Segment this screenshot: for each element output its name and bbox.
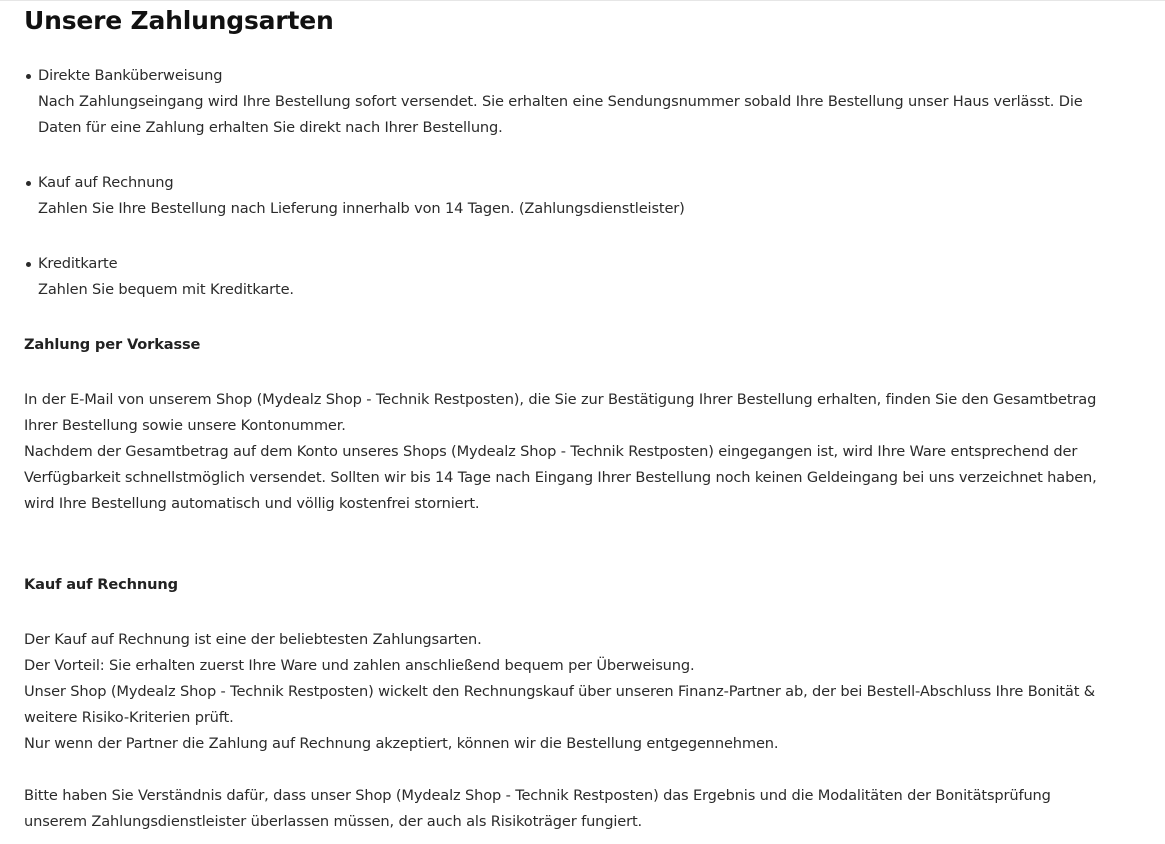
payment-method-name: Kreditkarte: [38, 255, 118, 272]
paragraph-line: Ihrer Bestellung sowie unsere Kontonummer.: [24, 417, 346, 434]
list-item-kreditkarte: [24, 251, 294, 303]
payment-method-description: Daten für eine Zahlung erhalten Sie direkt nach Ihrer Bestellung.: [38, 119, 503, 136]
rechnung-paragraph: [24, 627, 1095, 757]
section-heading-rechnung: Kauf auf Rechnung: [24, 576, 178, 593]
paragraph-line: Der Vorteil: Sie erhalten zuerst Ihre Ware und zahlen anschließend bequem per Überweisung.: [24, 657, 695, 674]
paragraph-line: wird Ihre Bestellung automatisch und völlig kostenfrei storniert.: [24, 495, 480, 512]
payment-method-description: Nach Zahlungseingang wird Ihre Bestellung sofort versendet. Sie erhalten eine Sendungsnummer sobald Ihre Bestellung unser Haus verlässt. Die: [38, 93, 1083, 110]
vorkasse-paragraph: [24, 387, 1097, 517]
paragraph-line: unserem Zahlungsdienstleister überlassen müssen, der auch als Risikoträger fungiert.: [24, 813, 643, 830]
paragraph-line: Nur wenn der Partner die Zahlung auf Rechnung akzeptiert, können wir die Bestellung entgegennehmen.: [24, 735, 779, 752]
payment-method-description: Zahlen Sie Ihre Bestellung nach Lieferung innerhalb von 14 Tagen. (Zahlungsdienstleister): [38, 200, 685, 217]
payment-method-name: Direkte Banküberweisung: [38, 67, 223, 84]
paragraph-line: Der Kauf auf Rechnung ist eine der beliebtesten Zahlungsarten.: [24, 631, 482, 648]
section-heading-vorkasse: Zahlung per Vorkasse: [24, 336, 201, 353]
list-item-kauf-auf-rechnung: [24, 170, 685, 222]
payment-method-name: Kauf auf Rechnung: [38, 174, 174, 191]
paragraph-line: weitere Risiko-Kriterien prüft.: [24, 709, 234, 726]
rechnung-note-paragraph: [24, 783, 1051, 835]
paragraph-line: Verfügbarkeit schnellstmöglich versendet. Sollten wir bis 14 Tage nach Eingang Ihrer Bestellung noch keinen Geldeingang bei uns verzeichnet haben,: [24, 469, 1097, 486]
list-item-bankueberweisung: [24, 63, 1083, 141]
page-title: Unsere Zahlungsarten: [24, 6, 334, 35]
paragraph-line: Bitte haben Sie Verständnis dafür, dass unser Shop (Mydealz Shop - Technik Restposten) das Ergebnis und die Modalitäten der Bonitätsprüfung: [24, 787, 1051, 804]
payment-method-description: Zahlen Sie bequem mit Kreditkarte.: [38, 281, 294, 298]
paragraph-line: In der E-Mail von unserem Shop (Mydealz Shop - Technik Restposten), die Sie zur Bestätigung Ihrer Bestellung erhalten, finden Sie den Gesamtbetrag: [24, 391, 1097, 408]
paragraph-line: Unser Shop (Mydealz Shop - Technik Restposten) wickelt den Rechnungskauf über unseren Finanz-Partner ab, der bei Bestell-Abschluss Ihre Bonität &: [24, 683, 1095, 700]
paragraph-line: Nachdem der Gesamtbetrag auf dem Konto unseres Shops (Mydealz Shop - Technik Restposten) eingegangen ist, wird Ihre Ware entsprechend der: [24, 443, 1078, 460]
